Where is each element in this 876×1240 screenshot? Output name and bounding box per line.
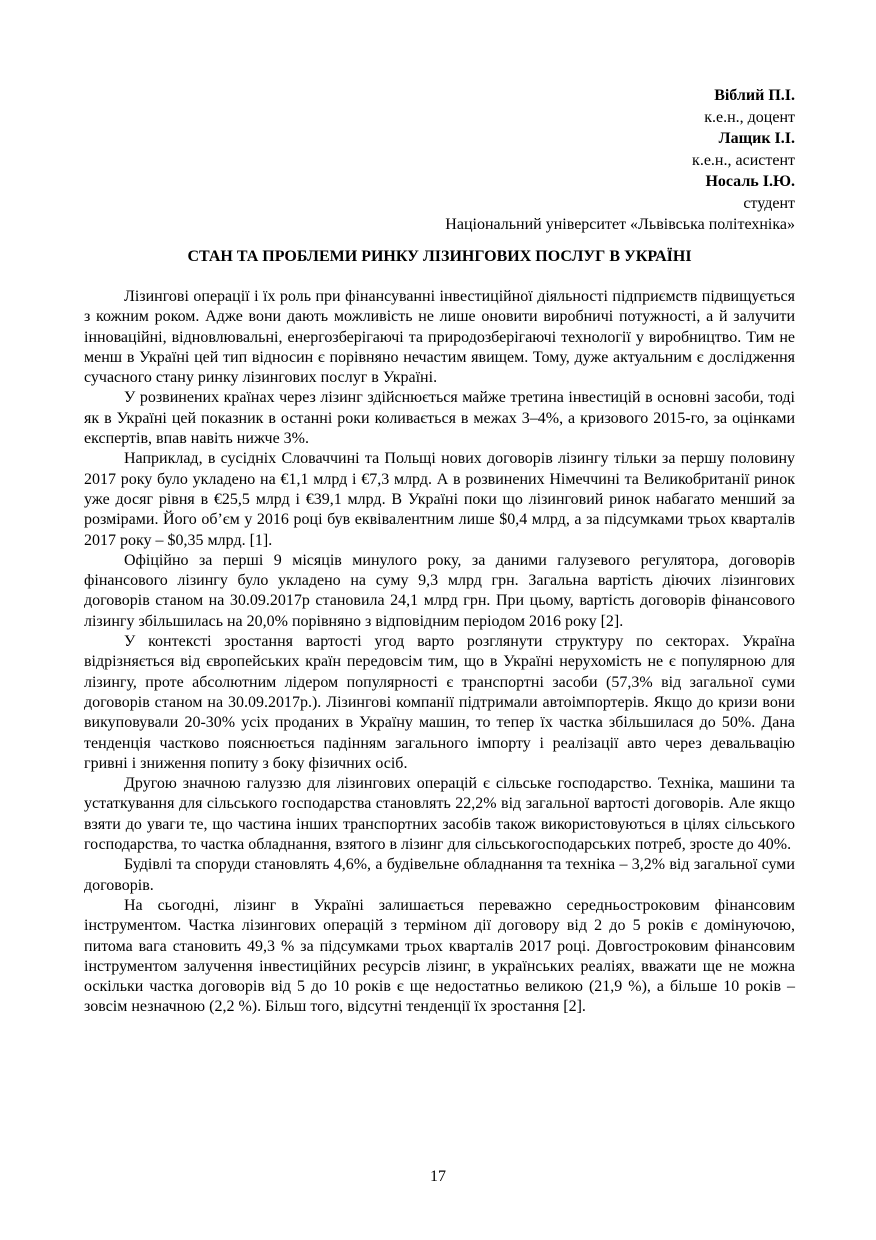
author-role: студент bbox=[743, 194, 795, 212]
author-name: Лащик І.І. bbox=[718, 130, 795, 147]
body-paragraph: Офіційно за перші 9 місяців минулого року, за даними галузевого регулятора, договорів фінансового лізингу було укладено на суму 9,3 млрд грн. Загальна вартість діючих лізингових договорів станом на 30.09.2017р становила 24,1 млрд грн. При цьому, вартість договорів фінансового лізингу збільшилась на 20,0% порівняно з відповідним періодом 2016 року [2]. bbox=[84, 551, 795, 630]
author-role: к.е.н., доцент bbox=[704, 108, 795, 126]
article-title: СТАН ТА ПРОБЛЕМИ РИНКУ ЛІЗИНГОВИХ ПОСЛУГ В УКРАЇНІ bbox=[187, 248, 692, 265]
page-number: 17 bbox=[430, 1168, 446, 1185]
author-name: Віблий П.І. bbox=[714, 87, 795, 104]
body-paragraph: Другою значною галуззю для лізингових операцій є сільське господарство. Техніка, машини та устаткування для сільського господарства становлять 22,2% від загальної вартості договорів. Але якщо взяти до уваги те, що частина інших транспортних засобів також використовуються в цілях сільського господарства, то частка обладнання, взятого в лізинг для сільськогосподарських потреб, зросте до 40%. bbox=[84, 775, 795, 854]
author-role: к.е.н., асистент bbox=[692, 151, 795, 169]
body-paragraph: Будівлі та споруди становлять 4,6%, а будівельне обладнання та техніка – 3,2% від загальної суми договорів. bbox=[84, 856, 795, 894]
affiliation: Національний університет «Львівська політехніка» bbox=[445, 216, 795, 233]
article-body bbox=[84, 287, 795, 1018]
author-name: Носаль І.Ю. bbox=[705, 173, 795, 190]
author-block bbox=[445, 85, 795, 236]
body-paragraph: На сьогодні, лізинг в Україні залишається переважно середньостроковим фінансовим інструментом. Частка лізингових операцій з терміном дії договору від 2 до 5 років є домінуючою, питома вага становить 49,3 % за підсумками трьох кварталів 2017 році. Довгостроковим фінансовим інструментом залучення інвестиційних ресурсів лізинг, в українських реаліях, вважати ще не можна оскільки частка договорів від 5 до 10 років є ще недостатньо великою (21,9 %), а більше 10 років – зовсім незначною (2,2 %). Більш того, відсутні тенденції їх зростання [2]. bbox=[84, 896, 795, 1016]
body-paragraph: Лізингові операції і їх роль при фінансуванні інвестиційної діяльності підприємств підвищується з кожним роком. Адже вони дають можливість не лише оновити виробничі потужності, а й залучити інноваційні, відновлювальні, енергозберігаючі та природозберігаючі технології у виробництво. Тим не менш в Україні цей тип відносин є порівняно нечастим явищем. Тому, дуже актуальним є дослідження сучасного стану ринку лізингових послуг в Україні. bbox=[84, 288, 795, 387]
body-paragraph: Наприклад, в сусідніх Словаччині та Польщі нових договорів лізингу тільки за першу половину 2017 року було укладено на €1,1 млрд і €7,3 млрд. А в розвинених Німеччині та Великобританії ринок уже досяг рівня в €25,5 млрд і €39,1 млрд. В Україні поки що лізинговий ринок набагато менший за розмірами. Його об’єм у 2016 році був еквівалентним лише $0,4 млрд, а за підсумками трьох кварталів 2017 року – $0,35 млрд. [1]. bbox=[84, 450, 795, 549]
body-paragraph: У розвинених країнах через лізинг здійснюється майже третина інвестицій в основні засоби, тоді як в Україні цей показник в останні роки коливається в межах 3–4%, а кризового 2015-го, за оцінками експертів, впав навіть нижче 3%. bbox=[84, 389, 795, 448]
body-paragraph: У контексті зростання вартості угод варто розглянути структуру по секторах. Україна відрізняється від європейських країн передовсім тим, що в Україні нерухомість не є популярною для лізингу, проте абсолютним лідером популярності є транспортні засоби (57,3% від загальної суми договорів станом на 30.09.2017р.). Лізингові компанії підтримали автоімпортерів. Якщо до кризи вони викуповували 20-30% усіх проданих в Україну машин, то тепер їх частка збільшилася до 50%. Дана тенденція частково пояснюється падінням загального імпорту і реалізації авто через девальвацію гривні і зниження попиту з боку фізичних осіб. bbox=[84, 633, 795, 772]
